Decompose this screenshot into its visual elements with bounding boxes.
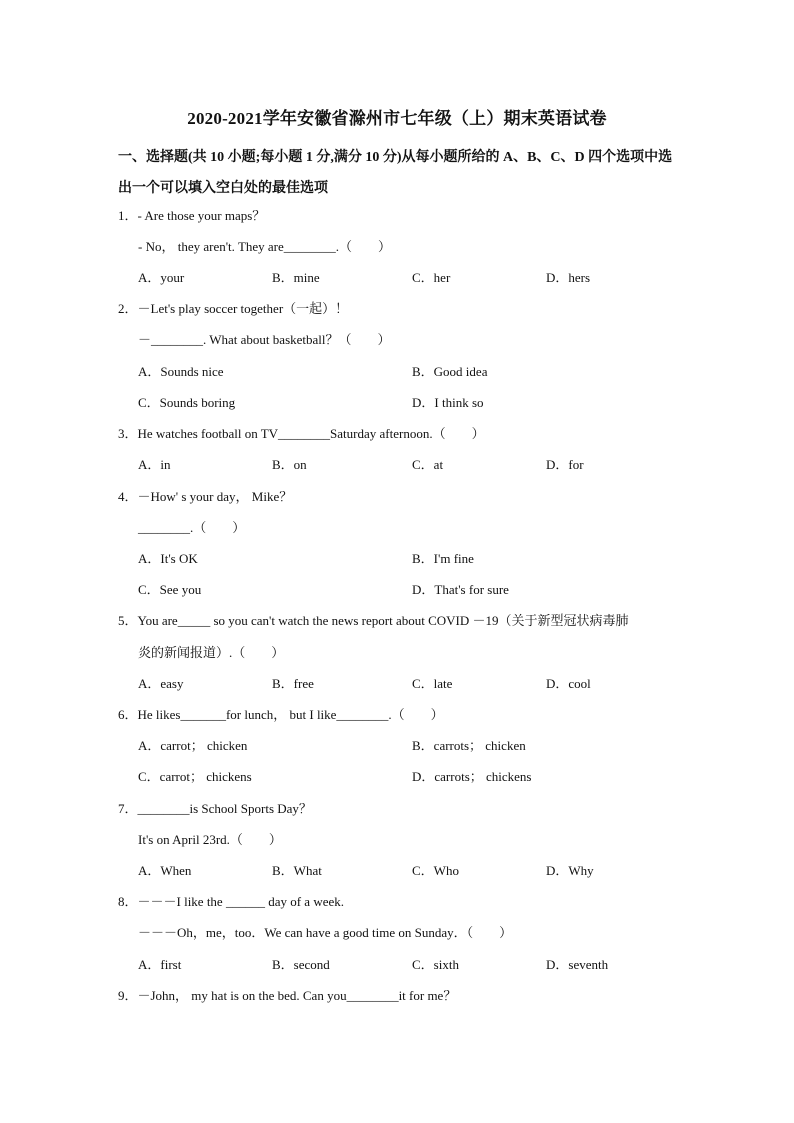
question-1-sub: - No， they aren't. They are________.（ ） bbox=[138, 239, 392, 254]
question-1-option-a: A．your bbox=[138, 270, 185, 285]
question-4-sub: ________.（ ） bbox=[138, 520, 246, 535]
question-2-stem: 2．－Let's play soccer together（一起）！ bbox=[118, 301, 349, 316]
question-8-stem: 8．－－－I like the ______ day of a week. bbox=[118, 894, 345, 909]
question-9-stem: 9．－John， my hat is on the bed. Can you________it for me？ bbox=[118, 988, 457, 1003]
question-5-option-d: D．cool bbox=[546, 676, 591, 691]
question-8-option-d: D．seventh bbox=[546, 957, 609, 972]
question-3-option-a: A．in bbox=[138, 457, 171, 472]
question-5-option-b: B．free bbox=[272, 676, 314, 691]
question-5-sub: 炎的新闻报道）.（ ） bbox=[138, 645, 285, 660]
question-7-option-d: D．Why bbox=[546, 863, 594, 878]
question-2-sub: －________. What about basketball？（ ） bbox=[138, 332, 391, 347]
question-6-option-d: D．carrots； chickens bbox=[412, 769, 532, 784]
question-4-option-a: A．It's OK bbox=[138, 551, 198, 566]
question-2-option-d: D．I think so bbox=[412, 395, 484, 410]
question-7-stem: 7．________is School Sports Day？ bbox=[118, 801, 312, 816]
question-2-option-b: B．Good idea bbox=[412, 364, 488, 379]
question-8-option-a: A．first bbox=[138, 957, 182, 972]
question-2-option-a: A．Sounds nice bbox=[138, 364, 224, 379]
question-7-sub: It's on April 23rd.（ ） bbox=[138, 832, 282, 847]
section-heading-line-2: 出一个可以填入空白处的最佳选项 bbox=[118, 181, 328, 196]
question-3-stem: 3．He watches football on TV________Saturday afternoon.（ ） bbox=[118, 426, 485, 441]
question-6-stem: 6．He likes_______for lunch， but I like________.（ ） bbox=[118, 707, 444, 722]
question-2-option-c: C．Sounds boring bbox=[138, 395, 236, 410]
question-5-option-c: C．late bbox=[412, 676, 453, 691]
question-1-option-d: D．hers bbox=[546, 270, 591, 285]
question-8-sub: －－－Oh，me，too．We can have a good time on Sunday．（ ） bbox=[138, 925, 513, 940]
question-4-stem: 4．－How' s your day， Mike？ bbox=[118, 489, 293, 504]
question-7-option-a: A．When bbox=[138, 863, 192, 878]
question-4-option-d: D．That's for sure bbox=[412, 582, 509, 597]
question-6-option-a: A．carrot； chicken bbox=[138, 738, 248, 753]
question-5-option-a: A．easy bbox=[138, 676, 184, 691]
question-1-option-b: B．mine bbox=[272, 270, 320, 285]
question-8-option-b: B．second bbox=[272, 957, 330, 972]
question-6-option-c: C．carrot； chickens bbox=[138, 769, 252, 784]
question-8-option-c: C．sixth bbox=[412, 957, 459, 972]
question-3-option-c: C．at bbox=[412, 457, 444, 472]
question-3-option-d: D．for bbox=[546, 457, 584, 472]
question-4-option-b: B．I'm fine bbox=[412, 551, 474, 566]
question-3-option-b: B．on bbox=[272, 457, 307, 472]
question-6-option-b: B．carrots； chicken bbox=[412, 738, 526, 753]
question-5-stem: 5．You are_____ so you can't watch the news report about COVID －19（关于新型冠状病毒肺 bbox=[118, 613, 629, 628]
section-heading-line-1: 一、选择题(共 10 小题;每小题 1 分,满分 10 分)从每小题所给的 A、B、C、D 四个选项中选 bbox=[118, 150, 673, 165]
question-1-stem: 1．- Are those your maps？ bbox=[118, 208, 266, 223]
question-4-option-c: C．See you bbox=[138, 582, 202, 597]
question-1-option-c: C．her bbox=[412, 270, 451, 285]
question-7-option-c: C．Who bbox=[412, 863, 459, 878]
page-title: 2020-2021学年安徽省滁州市七年级（上）期末英语试卷 bbox=[187, 109, 607, 128]
question-7-option-b: B．What bbox=[272, 863, 322, 878]
